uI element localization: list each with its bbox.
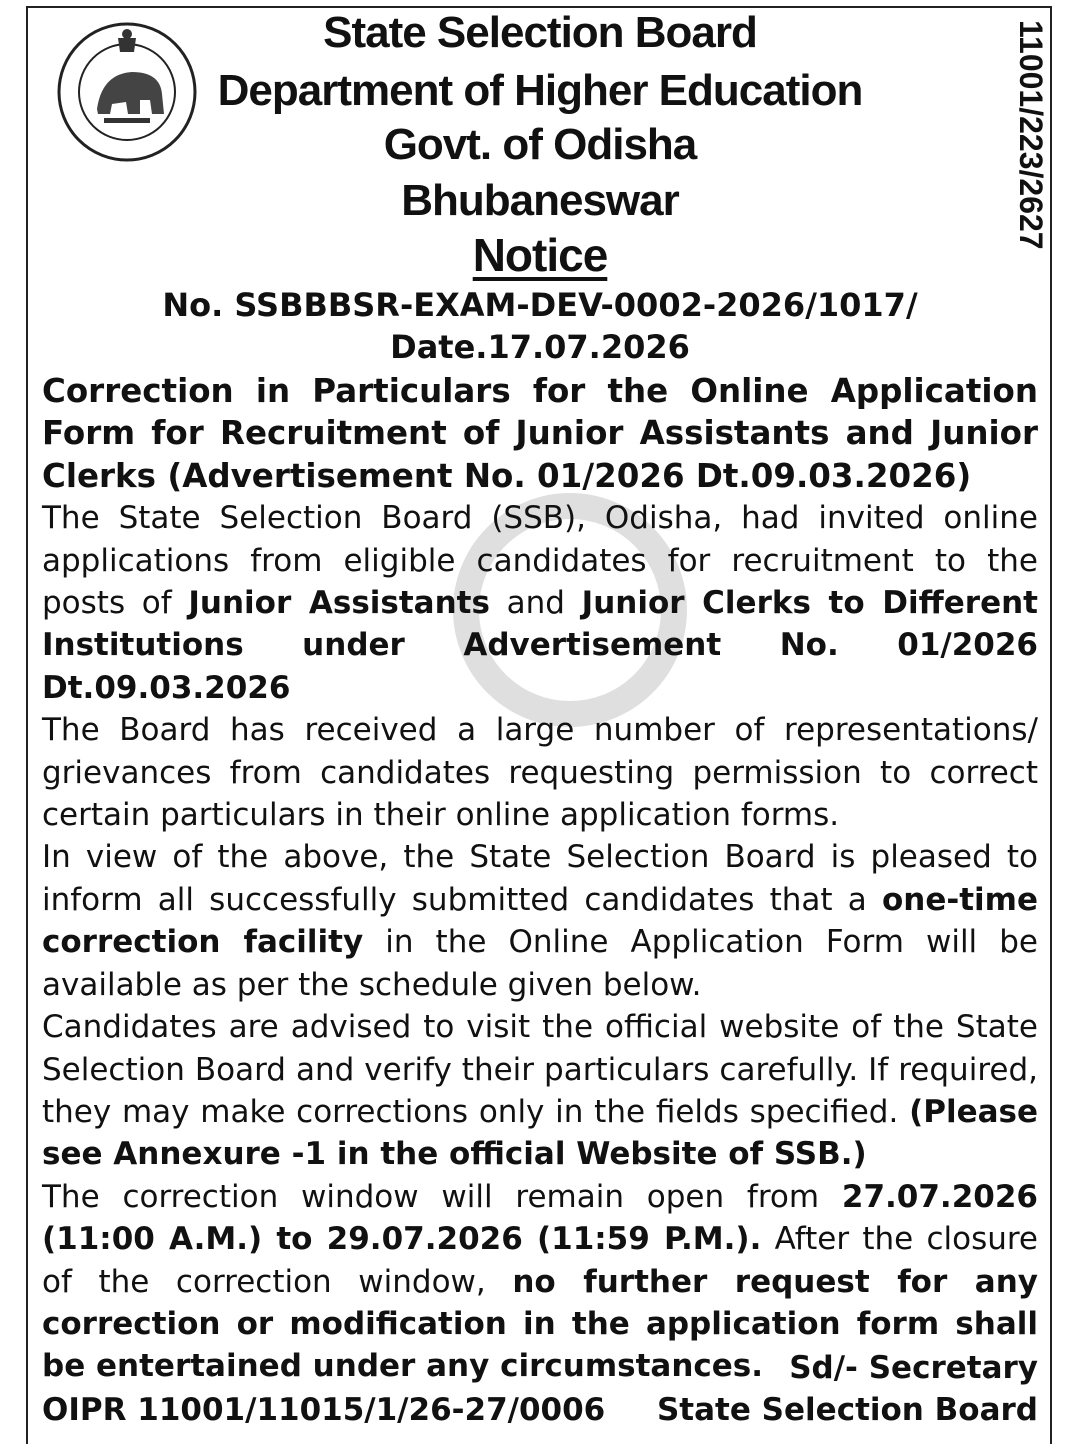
department-name: Department of Higher Education (217, 66, 863, 115)
signature: Sd/- Secretary (789, 1350, 1038, 1386)
government-name: Govt. of Odisha (383, 120, 697, 169)
oipr-number: OIPR 11001/11015/1/26-27/0006 (42, 1392, 606, 1428)
side-reference-code (1010, 14, 1050, 344)
paragraph-correction-facility: In view of the above, the State Selection Board is pleased to inform all successfully submitted candidates that a one-time correction facility in the Online Application Form will be available as per the schedule given below. (42, 839, 1038, 1003)
notice-body (42, 370, 1038, 1388)
side-code-text: 11001/223/2627 (1013, 20, 1049, 250)
paragraph-grievances: The Board has received a large number of representations/ grievances from candidates requesting permission to correct certain particulars in their online application forms. (42, 712, 1038, 834)
paragraph-schedule: The correction window will remain open from 27.07.2026 (11:00 A.M.) to 29.07.2026 (11:59 P.M.). After the closure of the correction window, no further request for any correction or modification in the application form shall be entertained under any circumstances. (42, 1178, 1039, 1385)
paragraph-advice: Candidates are advised to visit the official website of the State Selection Board and verify their particulars carefully. If required, they may make corrections only in the fields specified. (Please see Annexure -1 in the official Website of SSB.) (42, 1009, 1038, 1173)
board-name: State Selection Board (323, 8, 757, 57)
footer-line (42, 1392, 1038, 1428)
odisha-government-emblem-icon (52, 14, 202, 164)
notice-subject: Correction in Particulars for the Online Application Form for Recruitment of Junior Assistants and Junior Clerks (Advertisement No. 01/2026 Dt.09.03.2026) (42, 372, 1038, 495)
signing-board: State Selection Board (656, 1392, 1038, 1428)
reference-number: No. SSBBBSR-EXAM-DEV-0002-2026/1017/ (162, 286, 918, 324)
paragraph-invitation: The State Selection Board (SSB), Odisha, had invited online applications from eligible candidates for recruitment to the posts of Junior Assistants and Junior Clerks to Different Institutions under Advertisement No. 01/2026 Dt.09.03.2026 (42, 500, 1038, 706)
city-name: Bhubaneswar (401, 176, 679, 225)
notice-date: Date.17.07.2026 (390, 328, 690, 366)
notice-title: Notice (472, 229, 608, 281)
